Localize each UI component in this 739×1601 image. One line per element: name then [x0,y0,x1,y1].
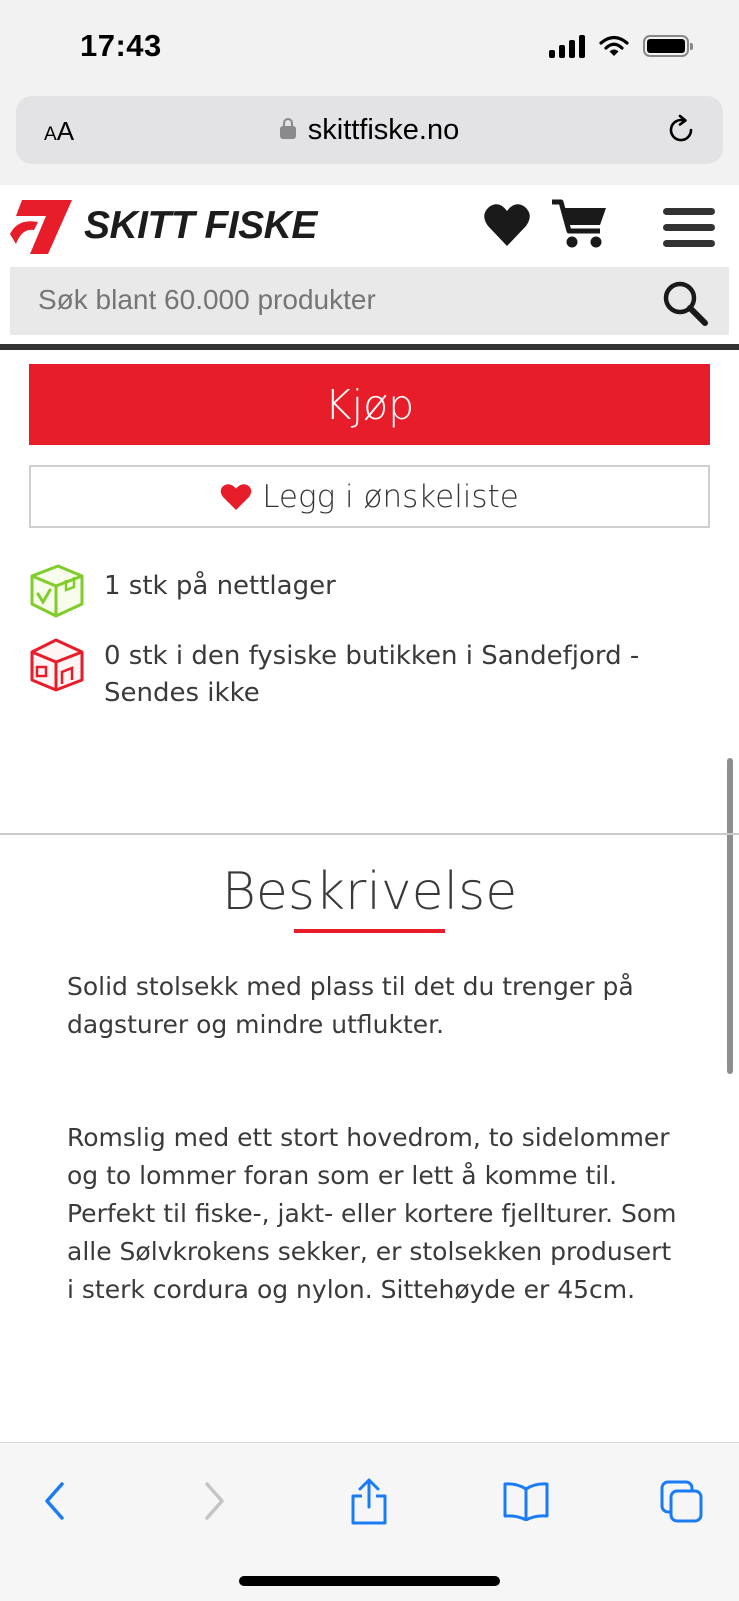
section-divider [0,833,739,835]
wifi-icon [599,35,629,57]
description-paragraph-2: Romslig med ett stort hovedrom, to sidelommer og to lommer foran som er lett å komme til. Perfekt til fiske-, jakt- eller kortere fjellturer. Som alle Sølvkrokens sekker, er stolsekken produsert i sterk cordura og nylon. Sittehøyde er 45cm. [67,1123,677,1304]
browser-top-bar [0,96,739,186]
reload-icon[interactable] [665,114,697,146]
status-icons [549,34,689,58]
menu-icon[interactable] [663,208,715,248]
signal-icon [549,34,585,58]
logo-text: SKITT FISKE [84,204,317,247]
site-header [0,185,739,351]
description-heading: Beskrivelse [221,862,518,922]
forward-icon [199,1481,229,1521]
tabs-icon [659,1479,705,1523]
address-bar[interactable] [16,96,723,164]
bookmarks-icon [502,1481,550,1521]
search-icon[interactable] [661,279,709,327]
forward-button[interactable] [184,1471,244,1531]
stock-online-text: 1 stk på nettlager [104,571,336,601]
search-input[interactable] [38,284,618,316]
status-time: 17:43 [80,28,162,63]
description-paragraph-1: Solid stolsekk med plass til det du trenger på dagsturer og mindre utflukter. [67,972,634,1039]
lock-icon [280,126,296,139]
battery-icon [643,35,689,57]
url-text: skittfiske.no [307,114,460,146]
site-logo[interactable] [8,198,317,254]
heart-icon [220,483,252,511]
status-bar [0,0,739,96]
back-icon [40,1481,70,1521]
online-stock-box-icon [28,562,84,618]
wishlist-label: Legg i ønskeliste [262,478,519,515]
text-size-button[interactable]: AA [44,116,75,146]
wishlist-heart-icon[interactable] [483,202,531,248]
search-bar [10,267,729,335]
cart-icon[interactable] [550,198,608,250]
url-display[interactable] [16,114,723,147]
home-indicator[interactable] [239,1576,500,1586]
back-button[interactable] [25,1471,85,1531]
buy-button[interactable]: Kjøp [29,364,710,445]
bookmarks-button[interactable] [496,1471,556,1531]
tabs-button[interactable] [652,1471,712,1531]
logo-mark-icon [8,198,72,254]
add-to-wishlist-button[interactable] [29,465,710,528]
heading-underline [294,929,445,933]
header-divider [0,344,739,350]
physical-store-icon [28,636,84,692]
share-icon [349,1477,389,1525]
share-button[interactable] [339,1471,399,1531]
stock-store-text: 0 stk i den fysiske butikken i Sandefjord - Sendes ikke [104,641,640,708]
